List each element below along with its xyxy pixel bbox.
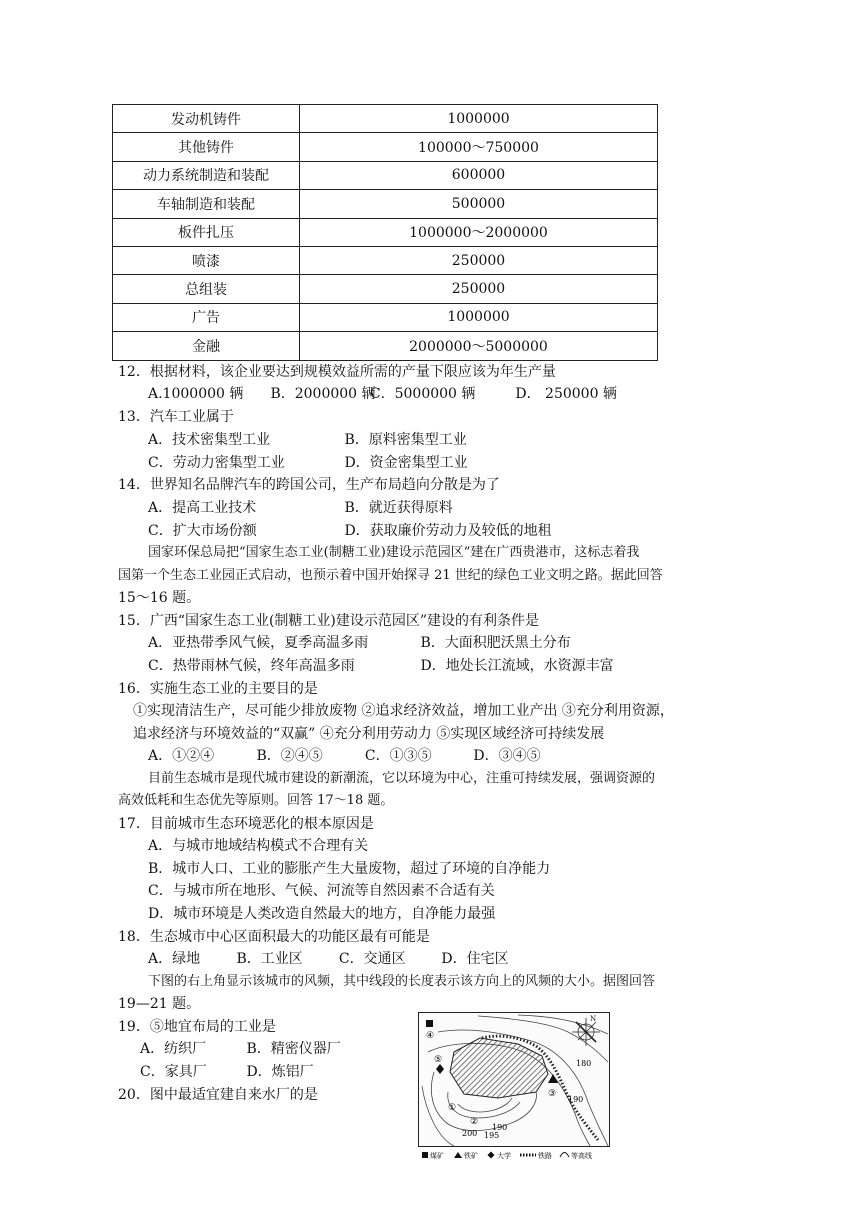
city-map-figure xyxy=(418,1012,610,1162)
q16-option-a[interactable]: A．①②④ xyxy=(148,748,215,764)
q19-option-d[interactable]: D．炼铝厂 xyxy=(246,1064,314,1080)
q17-option-b[interactable]: B．城市人口、工业的膨胀产生大量废物，超过了环境的自净能力 xyxy=(148,861,551,877)
passage1-line1: 国家环保总局把“国家生态工业(制糖工业)建设示范园区”建在广西贵港市，这标志着我 xyxy=(148,545,640,560)
passage3-line1: 下图的右上角显示该城市的风频，其中线段的长度表示该方向上的风频的大小。据图回答 xyxy=(148,974,656,989)
table-cell-value: 100000～750000 xyxy=(300,133,658,161)
table-row xyxy=(113,303,658,331)
coal-mine-symbol xyxy=(426,1020,433,1027)
table-cell-value: 1000000 xyxy=(300,105,658,133)
q19-option-c[interactable]: C．家具厂 xyxy=(140,1064,207,1080)
q12-option-d[interactable]: D． 250000 辆 xyxy=(515,386,617,402)
table-cell-item: 其他铸件 xyxy=(113,133,300,161)
q16-option-b[interactable]: B．②④⑤ xyxy=(256,748,323,764)
q14-options-row1 xyxy=(148,497,453,519)
q14-option-c[interactable]: C．扩大市场份额 xyxy=(148,523,257,539)
north-label: N xyxy=(590,1015,597,1023)
q19-options-row2 xyxy=(140,1061,314,1083)
q18-options xyxy=(148,948,509,970)
contour-label-180: 180 xyxy=(576,1059,592,1068)
q15-option-c[interactable]: C．热带雨林气候，终年高温多雨 xyxy=(148,658,355,674)
site-label-5[interactable]: ⑤ xyxy=(434,1055,443,1065)
q17-option-c[interactable]: C．与城市所在地形、气候、河流等自然因素不合适有关 xyxy=(148,883,495,899)
q13-stem: 13．汽车工业属于 xyxy=(118,409,234,425)
table-cell-value: 600000 xyxy=(300,161,658,189)
q16-options xyxy=(148,745,541,767)
q15-option-a[interactable]: A．亚热带季风气候，夏季高温多雨 xyxy=(148,635,369,651)
q14-option-d[interactable]: D．获取廉价劳动力及较低的地租 xyxy=(344,523,552,539)
q13-option-a[interactable]: A．技术密集型工业 xyxy=(148,432,271,448)
table-row xyxy=(113,133,658,161)
legend-iron-icon xyxy=(454,1152,462,1158)
table-row xyxy=(113,161,658,189)
q18-option-d[interactable]: D．住宅区 xyxy=(441,951,509,967)
contour-label-190-south: 190 xyxy=(492,1123,508,1132)
table-row xyxy=(113,332,658,360)
passage1-line3: 15～16 题。 xyxy=(118,590,201,606)
table-cell-value: 500000 xyxy=(300,190,658,218)
q13-option-d[interactable]: D．资金密集型工业 xyxy=(344,455,468,471)
q15-options-row1 xyxy=(148,632,571,654)
q15-option-d[interactable]: D．地处长江流域，水资源丰富 xyxy=(420,658,614,674)
table-row xyxy=(113,275,658,303)
table-cell-value: 250000 xyxy=(300,246,658,274)
q13-option-b[interactable]: B．原料密集型工业 xyxy=(344,432,467,448)
q17-option-a[interactable]: A．与城市地域结构模式不合理有关 xyxy=(148,838,369,854)
table-cell-item: 发动机铸件 xyxy=(113,105,300,133)
q14-options-row2 xyxy=(148,520,552,542)
q13-option-c[interactable]: C．劳动力密集型工业 xyxy=(148,455,285,471)
q16-choice-line1: ①实现清洁生产，尽可能少排放废物 ②追求经济效益，增加工业产出 ③充分利用资源， xyxy=(133,703,674,719)
contour-label-190-east: 190 xyxy=(568,1095,584,1104)
q13-options-row2 xyxy=(148,452,468,474)
table-cell-item: 金融 xyxy=(113,332,300,360)
legend-university-label: 大学 xyxy=(497,1152,511,1160)
q18-option-c[interactable]: C．交通区 xyxy=(338,951,406,967)
q12-stem: 12．根据材料，该企业要达到规模效益所需的产量下限应该为年生产量 xyxy=(118,364,556,380)
table-cell-item: 板件扎压 xyxy=(113,218,300,246)
q15-option-b[interactable]: B．大面积肥沃黑土分布 xyxy=(420,635,571,651)
site-label-3[interactable]: ③ xyxy=(548,1089,557,1099)
q19-stem: 19．⑤地宜布局的工业是 xyxy=(118,1019,276,1035)
q12-options xyxy=(148,383,617,405)
q15-options-row2 xyxy=(148,655,614,677)
q19-option-b[interactable]: B．精密仪器厂 xyxy=(246,1041,341,1057)
contour-label-195: 195 xyxy=(484,1131,500,1140)
table-cell-item: 总组装 xyxy=(113,275,300,303)
table-cell-value: 1000000 xyxy=(300,303,658,331)
map-legend xyxy=(422,1151,592,1160)
q13-options-row1 xyxy=(148,429,467,451)
q12-option-c[interactable]: C．5000000 辆 xyxy=(369,386,476,402)
q12-option-a[interactable]: A.1000000 辆 xyxy=(148,386,244,402)
q14-option-a[interactable]: A．提高工业技术 xyxy=(148,500,257,516)
table-cell-item: 喷漆 xyxy=(113,246,300,274)
q18-option-b[interactable]: B．工业区 xyxy=(236,951,303,967)
table-row xyxy=(113,246,658,274)
table-cell-value: 2000000～5000000 xyxy=(300,332,658,360)
passage1-line2: 国第一个生态工业园正式启动，也预示着中国开始探寻 21 世纪的绿色工业文明之路。据此回答 xyxy=(118,568,663,583)
q17-option-d[interactable]: D．城市环境是人类改造自然最大的地方，自净能力最强 xyxy=(148,906,496,922)
site-label-4[interactable]: ④ xyxy=(426,1031,435,1041)
table-cell-item: 车轴制造和装配 xyxy=(113,190,300,218)
q16-option-d[interactable]: D．③④⑤ xyxy=(473,748,541,764)
legend-contour-icon xyxy=(560,1153,569,1158)
table-row xyxy=(113,190,658,218)
q16-choice-line2: 追求经济与环境效益的“双赢” ④充分利用劳动力 ⑤实现区域经济可持续发展 xyxy=(133,726,605,742)
legend-university-icon xyxy=(488,1152,495,1159)
legend-railway-label: 铁路 xyxy=(538,1152,552,1160)
q14-option-b[interactable]: B．就近获得原料 xyxy=(344,500,453,516)
q17-stem: 17．目前城市生态环境恶化的根本原因是 xyxy=(118,816,374,832)
passage2-line1: 目前生态城市是现代城市建设的新潮流，它以环境为中心，注重可持续发展，强调资源的 xyxy=(148,771,656,786)
site-label-2[interactable]: ② xyxy=(470,1117,479,1127)
legend-coal-icon xyxy=(422,1152,428,1158)
table-cell-value: 250000 xyxy=(300,275,658,303)
q20-stem: 20．图中最适宜建自来水厂的是 xyxy=(118,1087,318,1103)
table-cell-value: 1000000～2000000 xyxy=(300,218,658,246)
passage2-line2: 高效低耗和生态优先等原则。回答 17～18 题。 xyxy=(118,793,394,808)
q19-option-a[interactable]: A．纺织厂 xyxy=(140,1041,207,1057)
site-label-1[interactable]: ① xyxy=(448,1103,457,1113)
q18-stem: 18．生态城市中心区面积最大的功能区最有可能是 xyxy=(118,929,430,945)
q14-stem: 14．世界知名品牌汽车的跨国公司，生产布局趋向分散是为了 xyxy=(118,477,500,493)
q19-options-row1 xyxy=(140,1038,341,1060)
q18-option-a[interactable]: A．绿地 xyxy=(148,951,201,967)
passage3-line2: 19—21 题。 xyxy=(118,996,201,1012)
contour-label-200: 200 xyxy=(462,1129,478,1138)
legend-contour-label: 等高线 xyxy=(571,1152,592,1160)
q16-option-c[interactable]: C．①③⑤ xyxy=(364,748,432,764)
legend-coal-label: 煤矿 xyxy=(430,1152,444,1160)
q16-stem: 16．实施生态工业的主要目的是 xyxy=(118,681,318,697)
q12-option-b[interactable]: B．2000000 辆 xyxy=(270,386,376,402)
q15-stem: 15．广西“国家生态工业(制糖工业)建设示范园区”建设的有利条件是 xyxy=(118,613,540,629)
table-row xyxy=(113,105,658,133)
cost-table xyxy=(112,104,658,361)
table-row xyxy=(113,218,658,246)
table-cell-item: 动力系统制造和装配 xyxy=(113,161,300,189)
table-cell-item: 广告 xyxy=(113,303,300,331)
legend-iron-label: 铁矿 xyxy=(464,1152,478,1160)
